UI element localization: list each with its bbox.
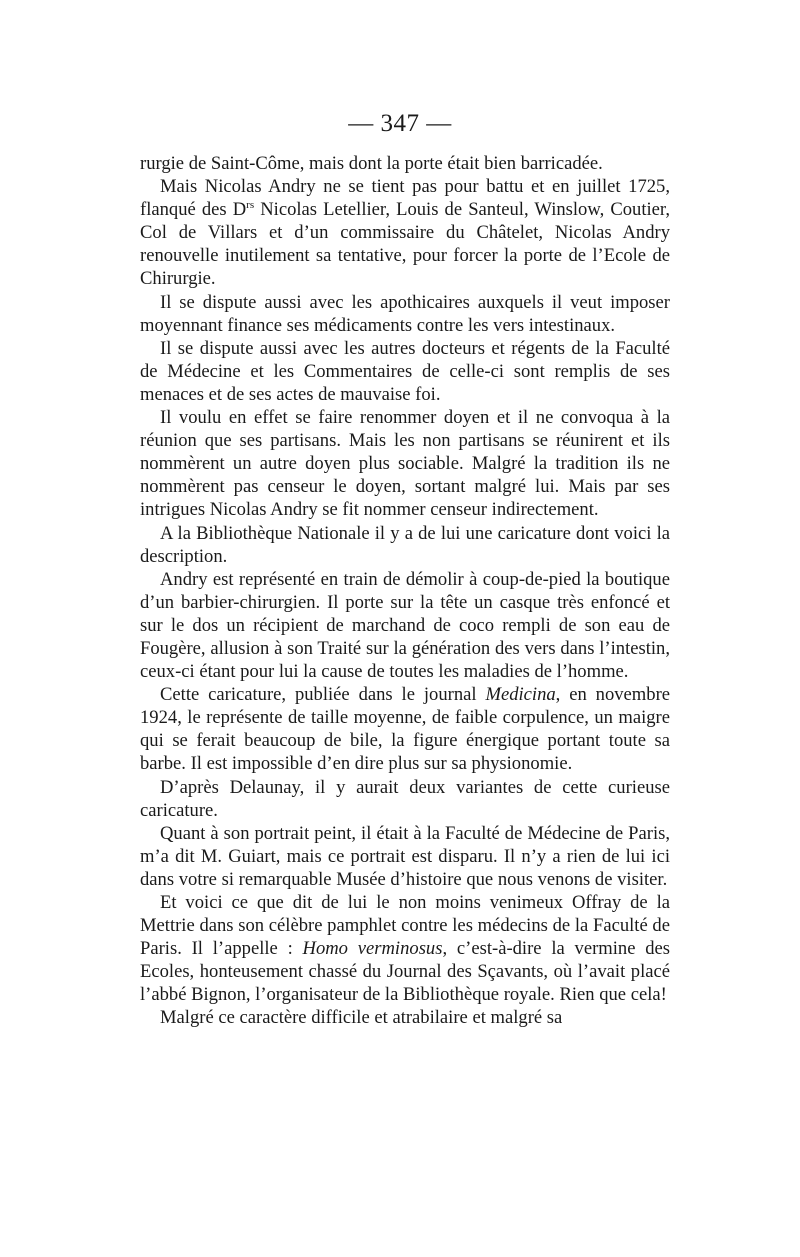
paragraph-text: Il se dispute aussi avec les apothicaires auxquels il veut imposer moyennant finance ses médicaments contre les vers intestinaux. [140, 291, 670, 336]
paragraph-text: Il voulu en effet se faire renommer doyen et il ne convoqua à la réunion que ses partisans. Mais les non partisans se réunirent et ils nommèrent un autre doyen plus sociable. Malgré la tradition ils ne nommèrent pas censeur le doyen, sortant malgré lui. Mais par ses intrigues Nicolas Andry se fit nommer censeur indirectement. [140, 407, 670, 521]
paragraph-12 [140, 1006, 670, 1029]
latin-epithet: Homo verminosus [302, 938, 443, 960]
paragraph-text: Andry est représenté en train de démolir à coup-de-pied la boutique d’un barbier-chirurgien. Il porte sur la tête un casque très enfoncé et sur le dos un récipient de marchand de coco rempli de son eau de Fougère, allusion à son Traité sur la génération des vers dans l’intestin, ceux-ci étant pour lui la cause de toutes les maladies de l’homme. [140, 568, 670, 683]
paragraph-11 [140, 891, 670, 1006]
page-number: — 347 — [348, 110, 452, 137]
paragraph-text: Il se dispute aussi avec les autres docteurs et régents de la Faculté de Médecine et les Commentaires de celle-ci sont remplis de ses menaces et de ses actes de mauvaise foi. [140, 337, 670, 405]
paragraph-1 [140, 152, 670, 175]
paragraph-10 [140, 822, 670, 891]
paragraph-text: Quant à son portrait peint, il était à la Faculté de Médecine de Paris, m’a dit M. Guiart, mais ce portrait est disparu. Il n’y a rien de lui ici dans votre si remarquable Musée d’histoire que nous venons de visiter. [140, 822, 670, 890]
paragraph-text: Mais Nicolas Andry ne se tient pas pour battu et en juillet 1725, flanqué des D [140, 176, 670, 221]
body-text [140, 152, 670, 1030]
superscript-abbreviation: rs [246, 199, 255, 211]
paragraph-text: , c’est-à-dire la vermine des Ecoles, honteusement chassé du Journal des Sçavants, où l’avait placé l’abbé Bignon, l’organisateur de la Bibliothèque royale. Rien que cela! [140, 938, 671, 1006]
paragraph-text: Malgré ce caractère difficile et atrabilaire et malgré sa [160, 1007, 563, 1029]
paragraph-7 [140, 568, 670, 683]
paragraph-text: Nicolas Letellier, Louis de Santeul, Winslow, Coutier, Col de Villars et d’un commissaire du Châtelet, Nicolas Andry renouvelle inutilement sa tentative, pour forcer la porte de l’Ecole de Chirurgie. [140, 199, 670, 290]
paragraph-text: rurgie de Saint-Côme, mais dont la porte était bien barricadée. [140, 153, 603, 174]
journal-title: Medicina [485, 684, 556, 706]
paragraph-2 [140, 175, 670, 290]
paragraph-6 [140, 522, 670, 568]
paragraph-9 [140, 776, 670, 822]
paragraph-text: D’après Delaunay, il y aurait deux variantes de cette curieuse caricature. [140, 776, 670, 821]
paragraph-text: A la Bibliothèque Nationale il y a de lui une caricature dont voici la description. [140, 522, 670, 567]
paragraph-3 [140, 291, 670, 337]
paragraph-4 [140, 337, 670, 406]
paragraph-text: Cette caricature, publiée dans le journal [160, 684, 486, 706]
paragraph-text: , en novembre 1924, le représente de taille moyenne, de faible corpulence, un maigre qui se ferait beaucoup de bile, la figure énergique portant toute sa barbe. Il est impossible d’en dire plus sur sa physionomie. [140, 684, 671, 775]
paragraph-text: Et voici ce que dit de lui le non moins venimeux Offray de la Mettrie dans son célèbre pamphlet contre les médecins de la Faculté de Paris. Il l’appelle : [140, 892, 670, 960]
paragraph-8 [140, 683, 670, 775]
paragraph-5 [140, 406, 670, 521]
